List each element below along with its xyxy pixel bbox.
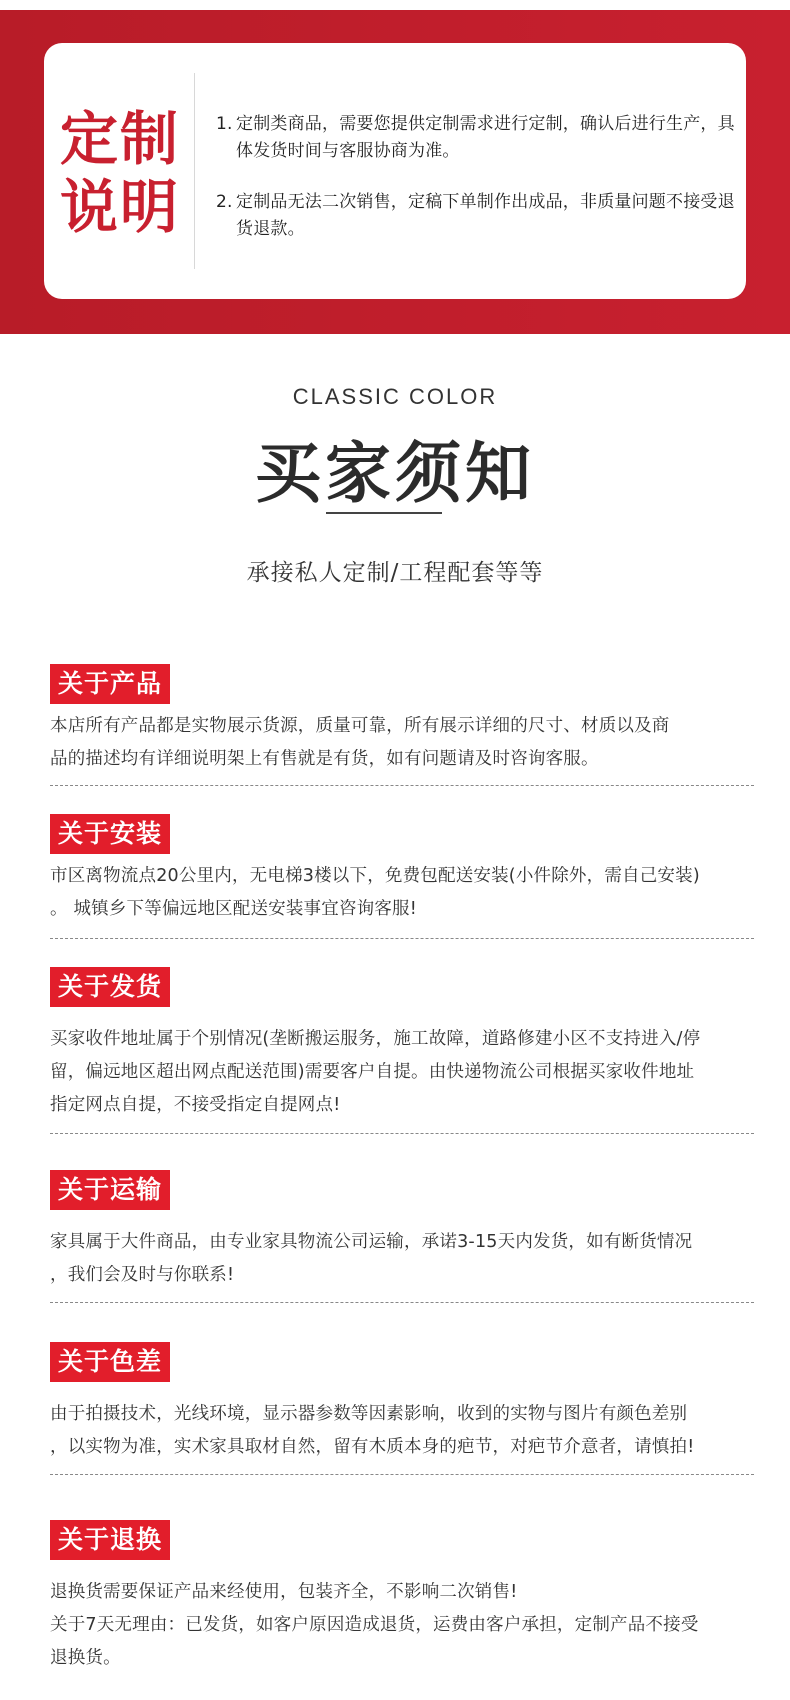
section-line: ，我们会及时与你联系! (50, 1265, 235, 1285)
custom-note-title-line1: 定制 (60, 105, 181, 173)
section-tag: 关于发货 (50, 967, 170, 1007)
classic-color-label: CLASSIC COLOR (292, 384, 498, 409)
section-body (50, 1576, 754, 1675)
section-return-exchange (50, 1520, 754, 1675)
section-tag: 关于色差 (50, 1342, 170, 1382)
section-divider (50, 1133, 754, 1134)
custom-note-title (60, 105, 220, 241)
section-divider (50, 1302, 754, 1303)
custom-note-number: 2. (216, 192, 233, 212)
section-line: 留，偏远地区超出网点配送范围)需要客户自提。由快递物流公司根据买家收件地址 (50, 1062, 695, 1082)
section-divider (50, 1474, 754, 1475)
page-title: 买家须知 (255, 434, 535, 512)
section-transport (50, 1170, 754, 1292)
section-body (50, 860, 754, 926)
custom-note-item (216, 189, 736, 243)
section-body (50, 1226, 754, 1292)
section-shipping (50, 967, 754, 1122)
custom-note-number: 1. (216, 114, 233, 134)
section-line: 指定网点自提，不接受指定自提网点! (50, 1095, 341, 1115)
section-divider (50, 785, 754, 786)
section-line: 市区离物流点20公里内，无电梯3楼以下，免费包配送安装(小件除外，需自己安装) (50, 866, 700, 886)
section-body (50, 710, 754, 776)
custom-note-list (216, 111, 736, 267)
custom-note-title-line2: 说明 (60, 173, 181, 241)
section-line: 关于7天无理由：已发货，如客户原因造成退货，运费由客户承担，定制产品不接受 (50, 1615, 699, 1635)
custom-note-text: 定制品无法二次销售，定稿下单制作出成品，非质量问题不接受退货退款。 (236, 192, 735, 239)
custom-note-text: 定制类商品，需要您提供定制需求进行定制，确认后进行生产，具体发货时间与客服协商为准。 (236, 114, 735, 161)
section-tag: 关于产品 (50, 664, 170, 704)
section-tag: 关于退换 (50, 1520, 170, 1560)
section-line: ，以实物为准，实术家具取材自然，留有木质本身的疤节，对疤节介意者，请慎拍! (50, 1437, 695, 1457)
section-line: 由于拍摄技术，光线环境，显示器参数等因素影响，收到的实物与图片有颜色差别 (50, 1404, 688, 1424)
card-divider (194, 73, 195, 269)
custom-note-item (216, 111, 736, 165)
section-line: 买家收件地址属于个别情况(垄断搬运服务，施工故障，道路修建小区不支持进入/停 (50, 1029, 701, 1049)
top-white-strip (0, 0, 790, 10)
section-body (50, 1023, 754, 1122)
section-tag: 关于运输 (50, 1170, 170, 1210)
section-tag: 关于安装 (50, 814, 170, 854)
section-line: 家具属于大件商品，由专业家具物流公司运输，承诺3-15天内发货，如有断货情况 (50, 1232, 693, 1252)
title-underline (326, 512, 442, 514)
section-line: 退换货需要保证产品来经使用，包装齐全，不影响二次销售! (50, 1582, 518, 1602)
section-line: 品的描述均有详细说明架上有售就是有货，如有问题请及时咨询客服。 (50, 749, 599, 769)
section-line: 。 城镇乡下等偏远地区配送安装事宜咨询客服! (50, 899, 417, 919)
section-body (50, 1398, 754, 1464)
section-line: 本店所有产品都是实物展示货源，质量可靠，所有展示详细的尺寸、材质以及商 (50, 716, 670, 736)
section-color-difference (50, 1342, 754, 1464)
section-divider (50, 938, 754, 939)
section-line: 退换货。 (50, 1648, 121, 1668)
custom-note-card (44, 43, 746, 299)
page-subtitle: 承接私人定制/工程配套等等 (246, 560, 544, 586)
section-product (50, 664, 754, 776)
section-install (50, 814, 754, 926)
